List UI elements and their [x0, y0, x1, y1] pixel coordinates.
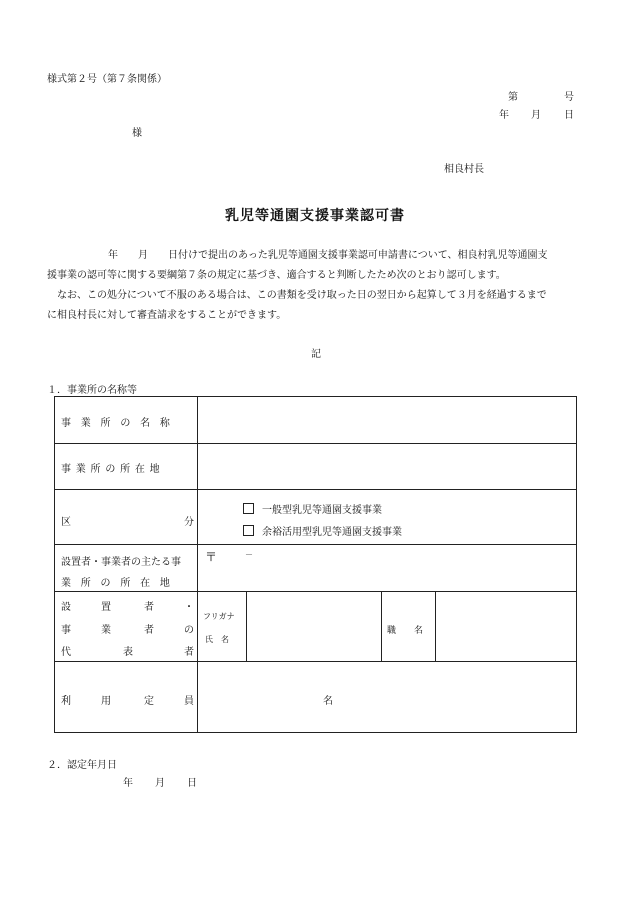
- form-number: 様式第２号（第７条関係）: [47, 74, 167, 85]
- label-setter-address-line2: 業 所 の 所 在 地: [61, 578, 171, 589]
- header-date-day: 日: [564, 110, 574, 121]
- body-paragraph-1: [47, 246, 587, 286]
- rep-line2-d: の: [184, 625, 194, 636]
- capacity-b: 用: [101, 696, 111, 707]
- label-kubun-right: 分: [184, 517, 194, 528]
- option-surplus-type[interactable]: [243, 523, 402, 538]
- checkbox-general-type[interactable]: [243, 503, 254, 514]
- rep-line2-c: 者: [144, 625, 154, 636]
- shimei-label: 氏 名: [205, 635, 229, 644]
- footer-date-day: 日: [187, 778, 197, 789]
- label-setter-address-line1: 設置者・事業者の主たる事: [61, 557, 181, 568]
- postal-mark: 〒: [205, 550, 218, 564]
- capacity-c: 定: [144, 696, 154, 707]
- rep-line1-d: ・: [184, 602, 194, 613]
- ki-label: 記: [311, 349, 321, 360]
- header-date-year: 年: [499, 110, 509, 121]
- document-title: 乳児等通園支援事業認可書: [225, 208, 405, 224]
- checkbox-surplus-type[interactable]: [243, 525, 254, 536]
- section-1-heading: １．事業所の名称等: [47, 385, 137, 396]
- footer-date-month: 月: [155, 778, 165, 789]
- recipient-suffix: 様: [132, 128, 142, 139]
- para2-line1: なお、この処分について不服のある場合は、この書類を受け取った日の翌日から起算して３月を経過するまで: [57, 290, 547, 301]
- rep-line2-a: 事: [61, 625, 71, 636]
- header-date-month: 月: [531, 110, 541, 121]
- footer-date-year: 年: [123, 778, 133, 789]
- doc-number-dai: 第: [508, 92, 518, 103]
- rep-line1-c: 者: [144, 602, 154, 613]
- section-2-heading: ２．認定年月日: [47, 760, 117, 771]
- rep-line2-b: 業: [101, 625, 111, 636]
- shokumei-label: 職 名: [387, 626, 424, 636]
- issuer: 相良村長: [444, 164, 484, 175]
- option-general-type-label: 一般型乳児等通園支援事業: [262, 505, 382, 516]
- label-facility-address: 事 業 所 の 所 在 地: [61, 464, 160, 475]
- option-general-type[interactable]: [243, 501, 382, 516]
- para1-line1: 年 月 日付けで提出のあった乳児等通園支援事業認可申請書について、相良村乳児等通園支: [108, 250, 548, 261]
- para1-line2: 援事業の認可等に関する要綱第７条の規定に基づき、適合すると判断したため次のとおり認可します。: [47, 270, 506, 281]
- label-kubun: 区: [61, 517, 71, 528]
- postal-dash: －: [245, 550, 253, 559]
- para2-line2: に相良村長に対して審査請求をすることができます。: [47, 310, 287, 321]
- rep-line3-a: 代: [61, 647, 71, 658]
- doc-number-go: 号: [564, 92, 574, 103]
- option-surplus-type-label: 余裕活用型乳児等通園支援事業: [262, 527, 402, 538]
- rep-line1-b: 置: [101, 602, 111, 613]
- capacity-d: 員: [184, 696, 194, 707]
- facility-table: [54, 396, 577, 733]
- rep-line3-b: 表: [123, 647, 133, 658]
- furigana-label: フリガナ: [203, 612, 235, 621]
- capacity-unit: 名: [323, 696, 333, 707]
- capacity-a: 利: [61, 696, 71, 707]
- rep-line1-a: 設: [61, 602, 71, 613]
- body-paragraph-2: [47, 286, 587, 326]
- rep-line3-c: 者: [184, 647, 194, 658]
- label-facility-name: 事 業 所 の 名 称: [61, 418, 171, 429]
